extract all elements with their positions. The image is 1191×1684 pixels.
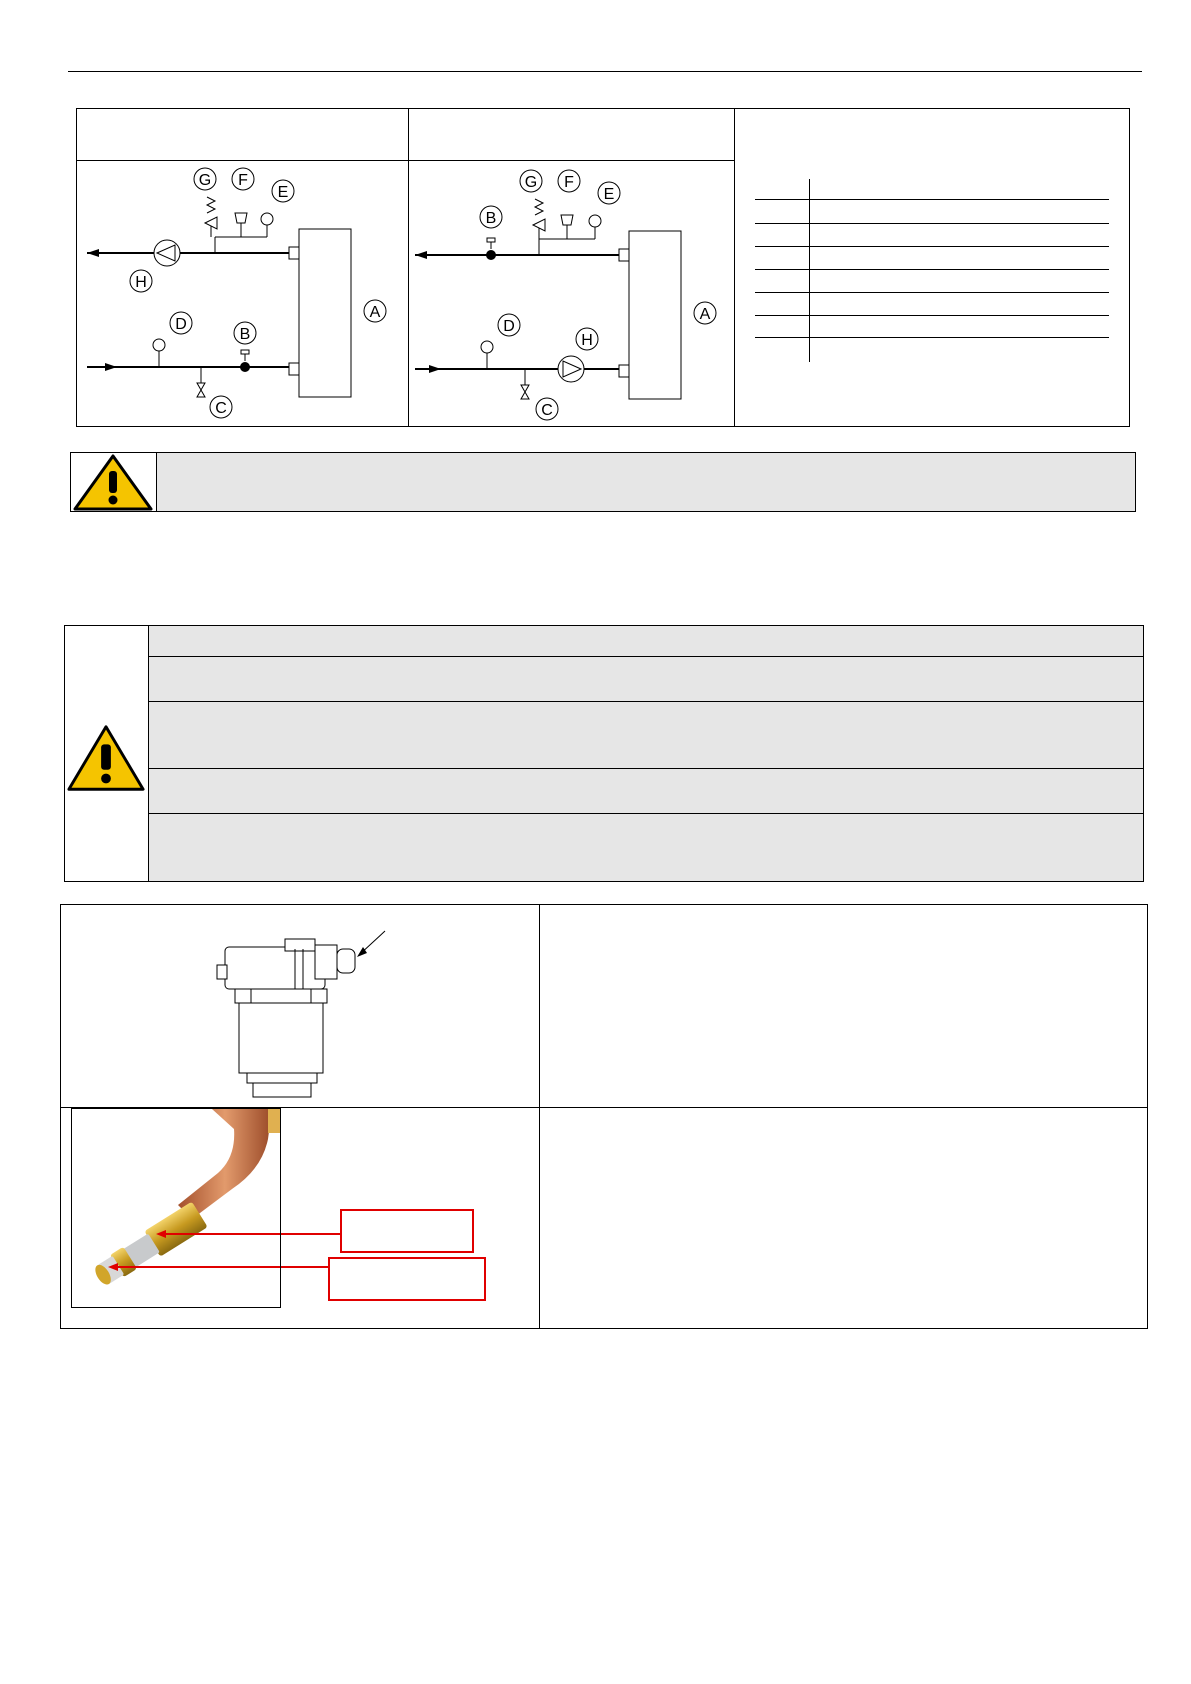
legend-row (755, 292, 1109, 293)
svg-text:E: E (277, 184, 289, 201)
header-rule (68, 71, 1142, 72)
svg-text:D: D (503, 318, 515, 335)
table-divider (539, 905, 540, 1328)
legend-row (755, 315, 1109, 316)
warning-box-1 (70, 452, 1136, 512)
legend-row (755, 246, 1109, 247)
svg-text:C: C (541, 402, 553, 419)
diagram-2-schematic (409, 161, 734, 427)
legend-row (755, 223, 1109, 224)
legend-row (755, 269, 1109, 270)
warning-triangle-icon (65, 722, 147, 794)
svg-text:H: H (581, 332, 593, 349)
svg-text:B: B (239, 326, 251, 343)
svg-text:B: B (485, 210, 497, 227)
exchanger-a-shape (299, 229, 351, 397)
svg-text:E: E (603, 186, 615, 203)
svg-text:C: C (215, 400, 227, 417)
legend-row (755, 199, 1109, 200)
diagram-1-schematic (77, 161, 408, 427)
warning-box-2 (64, 625, 1144, 882)
callout-box-top (340, 1209, 474, 1253)
component-table (60, 904, 1148, 1329)
warning-2-row-1 (149, 626, 1143, 657)
diagram-column-2 (409, 109, 735, 426)
legend-row (755, 337, 1109, 338)
svg-text:A: A (699, 306, 711, 323)
air-vent-drawing (211, 925, 391, 1105)
warning-2-row-4 (149, 769, 1143, 814)
svg-text:F: F (238, 172, 248, 189)
diagram-column-2-header (409, 109, 734, 161)
warning-2-row-3 (149, 702, 1143, 769)
callout-box-bottom (328, 1257, 486, 1301)
warning-2-row-2 (149, 657, 1143, 702)
warning-2-row-5 (149, 814, 1143, 881)
svg-text:G: G (198, 172, 212, 189)
diagram-column-1 (77, 109, 409, 426)
svg-text:G: G (524, 174, 538, 191)
diagram-legend-column (735, 109, 1129, 426)
warning-icon-cell (71, 453, 157, 511)
sensor-photo (71, 1108, 281, 1308)
svg-text:H: H (135, 274, 147, 291)
svg-text:D: D (175, 316, 187, 333)
diagram-column-1-header (77, 109, 408, 161)
sensor-photo-illustration (72, 1109, 281, 1308)
legend-divider (809, 179, 810, 362)
svg-text:A: A (369, 304, 381, 321)
warning-triangle-icon (71, 453, 155, 511)
warning-icon-cell (65, 626, 149, 881)
svg-text:F: F (564, 174, 574, 191)
hydraulic-diagram-table (76, 108, 1130, 427)
